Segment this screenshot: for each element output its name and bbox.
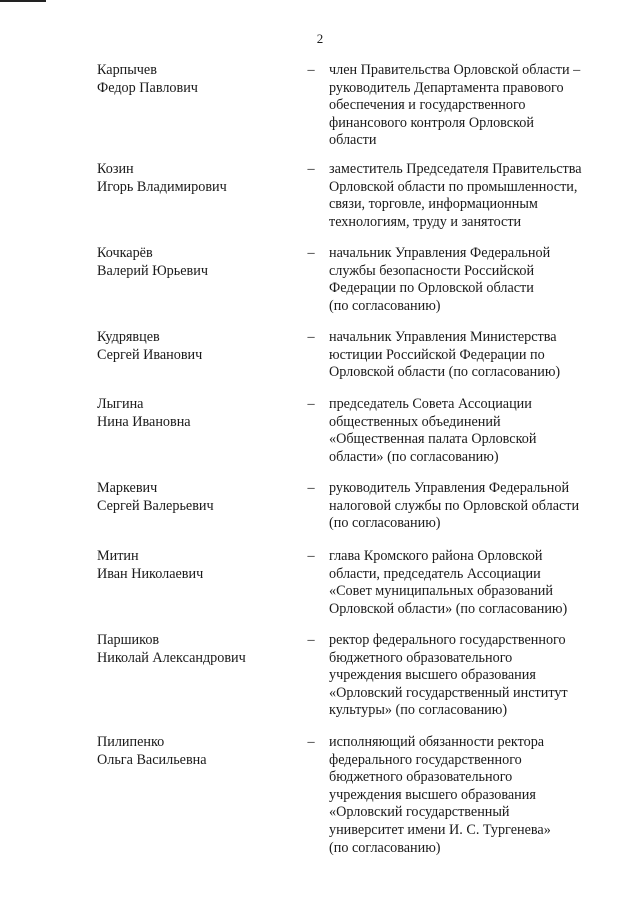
member-surname: Лыгина <box>97 396 144 412</box>
dash-separator: – <box>307 396 315 412</box>
member-given-names: Сергей Иванович <box>97 346 203 363</box>
member-surname: Митин <box>97 548 139 564</box>
dash-separator: – <box>307 734 315 750</box>
member-given-names: Игорь Владимирович <box>97 178 227 195</box>
member-surname: Козин <box>97 161 134 177</box>
member-position: начальник Управления Федеральной службы безопасности Российской Федерации по Орловской области (по согласованию) <box>329 245 551 314</box>
member-surname: Паршиков <box>97 632 160 648</box>
member-name <box>97 632 287 667</box>
dash-separator: – <box>307 632 315 648</box>
member-position: председатель Совета Ассоциации общественных объединений «Общественная палата Орловской области» (по согласованию) <box>329 396 537 465</box>
member-position: глава Кромского района Орловской области, председатель Ассоциации «Совет муниципальных образований Орловской области» (по согласованию) <box>329 548 568 617</box>
member-surname: Кудрявцев <box>97 329 160 345</box>
member-name <box>97 734 287 769</box>
member-name <box>97 161 287 196</box>
member-name <box>97 245 287 280</box>
member-name <box>97 62 287 97</box>
dash-separator: – <box>307 480 315 496</box>
member-given-names: Федор Павлович <box>97 79 198 96</box>
member-position: исполняющий обязанности ректора федерального государственного бюджетного образовательного учреждения высшего образования «Орловский государственный университет имени И. С. Тургенева» (по согласованию) <box>329 734 551 856</box>
member-given-names: Николай Александрович <box>97 649 246 666</box>
member-given-names: Сергей Валерьевич <box>97 497 214 514</box>
member-name <box>97 396 287 431</box>
member-given-names: Валерий Юрьевич <box>97 262 208 279</box>
dash-separator: – <box>307 161 315 177</box>
dash-separator: – <box>307 62 315 78</box>
member-surname: Карпычев <box>97 62 157 78</box>
scan-corner-mark <box>0 0 46 2</box>
member-given-names: Нина Ивановна <box>97 413 191 430</box>
member-name <box>97 329 287 364</box>
member-surname: Кочкарёв <box>97 245 153 261</box>
member-surname: Пилипенко <box>97 734 165 750</box>
page-number: 2 <box>316 31 324 46</box>
dash-separator: – <box>307 548 315 564</box>
member-given-names: Ольга Васильевна <box>97 751 207 768</box>
member-position: член Правительства Орловской области – руководитель Департамента правового обеспечения и государственного финансового контроля Орловской области <box>329 62 581 149</box>
dash-separator: – <box>307 329 315 345</box>
member-position: ректор федерального государственного бюджетного образовательного учреждения высшего образования «Орловский государственный институт культуры» (по согласованию) <box>329 632 568 719</box>
member-position: руководитель Управления Федеральной налоговой службы по Орловской области (по согласованию) <box>329 480 580 532</box>
member-given-names: Иван Николаевич <box>97 565 204 582</box>
member-position: заместитель Председателя Правительства Орловской области по промышленности, связи, торговле, информационным технологиям, труду и занятости <box>329 161 582 230</box>
member-position: начальник Управления Министерства юстиции Российской Федерации по Орловской области (по согласованию) <box>329 329 561 381</box>
member-surname: Маркевич <box>97 480 158 496</box>
member-name <box>97 548 287 583</box>
dash-separator: – <box>307 245 315 261</box>
member-name <box>97 480 287 515</box>
